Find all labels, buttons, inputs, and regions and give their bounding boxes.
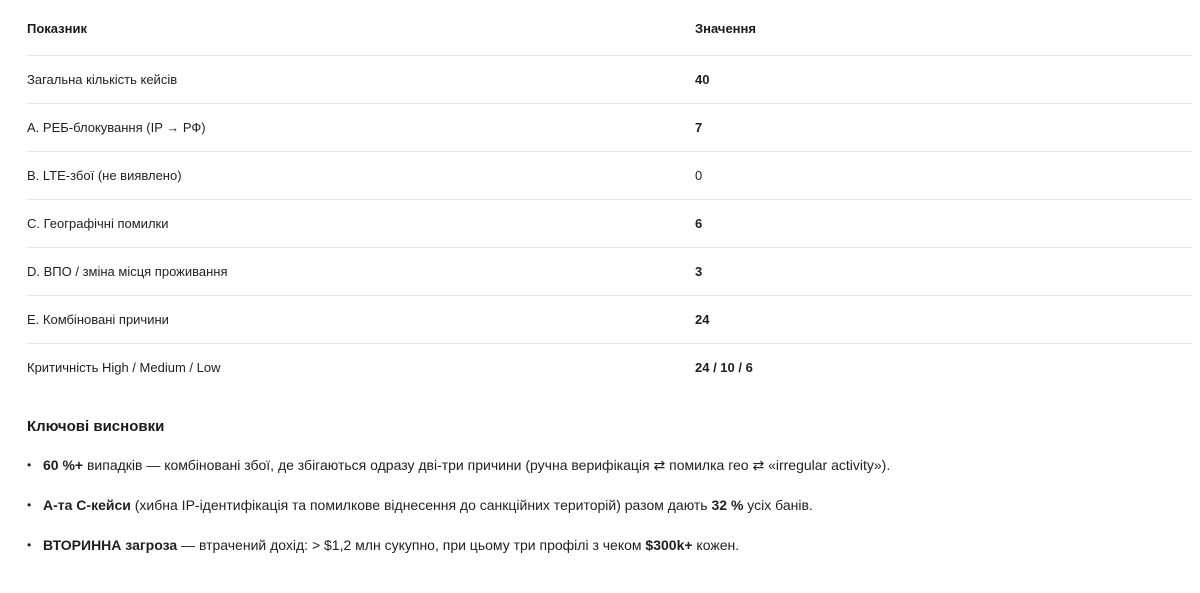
table-row (27, 247, 1192, 295)
list-item (27, 495, 1200, 515)
row-label: Критичність High / Medium / Low (27, 359, 221, 375)
summary-list (27, 455, 1200, 555)
table-row (27, 55, 1192, 103)
summary-title: Ключові висновки (27, 418, 165, 435)
row-label: E. Комбіновані причини (27, 295, 695, 343)
bullet-text: (хибна IP-ідентифікація та помилкове віднесення до санкційних територій) разом дають (130, 497, 712, 513)
row-label: C. Географічні помилки (27, 199, 695, 247)
list-item (27, 535, 1200, 555)
table-header-row (27, 0, 1192, 55)
bullet-text-2: кожен. (692, 537, 740, 553)
row-value: 40 (695, 55, 1192, 103)
bullet-strong: 60 %+ (43, 457, 84, 473)
header-value: Значення (695, 0, 1192, 55)
bullet-strong: ВТОРИННА загроза (43, 537, 178, 553)
row-label: A. РЕБ-блокування (IP → РФ) (27, 103, 695, 151)
row-label: Загальна кількість кейсів (27, 55, 695, 103)
bullet-strong-2: 32 % (711, 497, 744, 513)
row-value: 24 (695, 295, 1192, 343)
row-value: 7 (695, 103, 1192, 151)
list-item (27, 455, 1200, 475)
row-value: 3 (695, 247, 1192, 295)
metrics-table (27, 0, 1192, 391)
row-value: 24 / 10 / 6 (695, 359, 753, 375)
row-value: 0 (695, 151, 1192, 199)
row-label: D. ВПО / зміна місця проживання (27, 247, 695, 295)
table-row (27, 151, 1192, 199)
table-row (27, 343, 1192, 391)
row-value: 6 (695, 199, 1192, 247)
table-row (27, 295, 1192, 343)
bullet-text: — втрачений дохід: > $1,2 млн сукупно, при цьому три профілі з чеком (177, 537, 646, 553)
bullet-text-2: усіх банів. (743, 497, 813, 513)
table-row (27, 199, 1192, 247)
header-indicator: Показник (27, 0, 695, 55)
bullet-text: випадків — комбіновані збої, де збігаються одразу дві-три причини (ручна верифікація ⇄ помилка гео ⇄ «irregular activity»). (83, 457, 891, 473)
bullet-strong: A-та C-кейси (43, 497, 131, 513)
table-row (27, 103, 1192, 151)
bullet-strong-2: $300k+ (645, 537, 693, 553)
row-label: B. LTE-збої (не виявлено) (27, 151, 695, 199)
